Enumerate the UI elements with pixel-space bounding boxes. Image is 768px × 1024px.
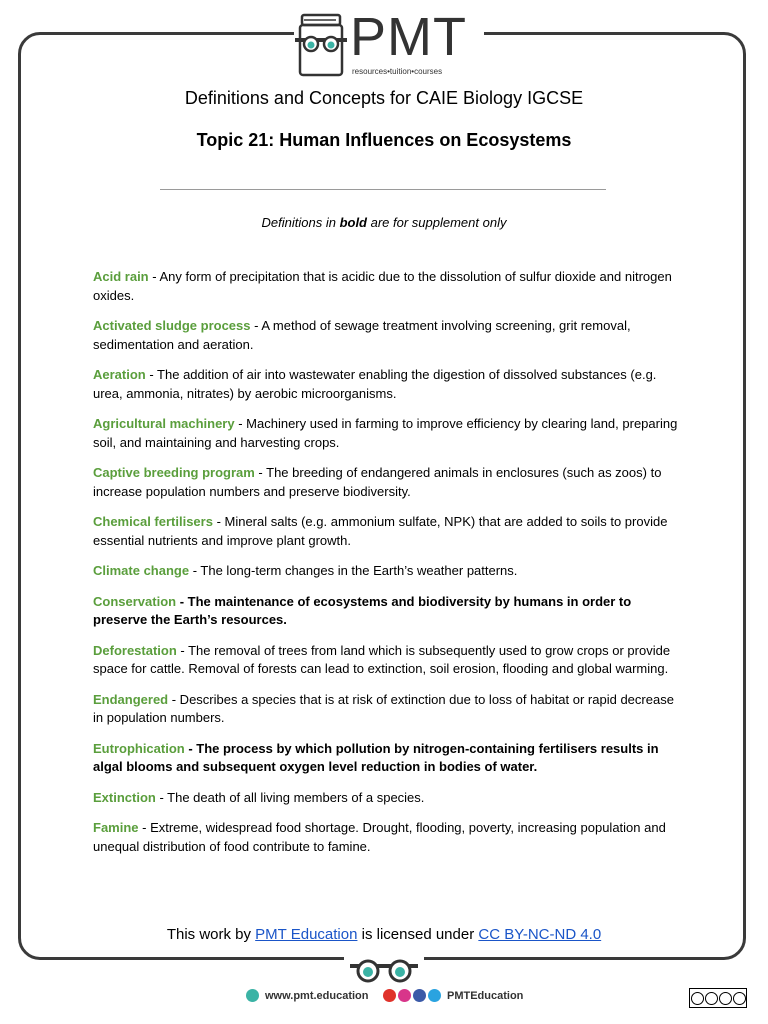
definition-term: Eutrophication (93, 740, 185, 756)
cc-license-badge (689, 988, 747, 1008)
book-glasses-icon (294, 12, 350, 78)
by-icon (705, 992, 718, 1005)
definition-text: - Machinery used in farming to improve efficiency by clearing land, preparing soil, and maintaining and harvesting crops. (93, 416, 678, 450)
definition-text: - Extreme, widespread food shortage. Drought, flooding, poverty, increasing population and unequal distribution of food contribute to famine. (93, 820, 666, 854)
definition-item-supplement (93, 740, 683, 777)
topic-title: Topic 21: Human Influences on Ecosystems (196, 130, 572, 150)
definition-item (93, 789, 683, 808)
definition-term: Extinction (93, 789, 156, 805)
license-link[interactable]: CC BY-NC-ND 4.0 (478, 926, 602, 943)
license-prefix: This work by (166, 926, 256, 943)
definition-text: - The addition of air into wastewater enabling the digestion of dissolved substances (e.g. urea, ammonia, nitrates) by aerobic microorganisms. (93, 367, 657, 401)
facebook-icon[interactable] (413, 989, 426, 1002)
definition-text: - The breeding of endangered animals in enclosures (such as zoos) to increase population numbers and preserve biodiversity. (93, 465, 662, 499)
definition-item (93, 562, 683, 581)
instagram-icon[interactable] (398, 989, 411, 1002)
definition-text: - Any form of precipitation that is acidic due to the dissolution of sulfur dioxide and nitrogen oxides. (93, 269, 672, 303)
youtube-icon[interactable] (383, 989, 396, 1002)
definition-item (93, 819, 683, 856)
definition-text: - A method of sewage treatment involving screening, grit removal, sedimentation and aeration. (93, 318, 631, 352)
license-middle: is licensed under (357, 926, 479, 943)
nc-icon (719, 992, 732, 1005)
note-bold-word: bold (339, 215, 367, 230)
definition-term: Chemical fertilisers (93, 514, 213, 529)
definition-text: - Describes a species that is at risk of extinction due to loss of habitat or rapid decrease in population numbers. (93, 691, 674, 725)
definition-term: Agricultural machinery (93, 416, 235, 431)
definition-term: Aeration (93, 367, 146, 382)
definition-text: - The maintenance of ecosystems and biodiversity by humans in order to preserve the Earth’s resources. (93, 593, 632, 627)
footer-social[interactable] (383, 989, 523, 1002)
definition-text: - The process by which pollution by nitrogen-containing fertilisers results in algal blooms and subsequent oxygen level reduction in bodies of water. (93, 740, 659, 774)
definition-term: Acid rain (93, 269, 149, 284)
definition-term: Deforestation (93, 642, 177, 658)
glasses-icon (344, 955, 424, 985)
definition-item (93, 268, 683, 305)
document-title: Definitions and Concepts for CAIE Biology IGCSE (184, 88, 584, 108)
cursor-icon (246, 989, 259, 1002)
definition-term: Endangered (93, 691, 169, 707)
definition-text: - The death of all living members of a species. (155, 789, 425, 805)
social-handle: PMTEducation (447, 989, 524, 1002)
note-text: Definitions in (261, 215, 340, 230)
supplement-note (0, 215, 768, 230)
logo-brand: PMT (350, 7, 467, 67)
logo-tagline: resources•tuition•courses (352, 67, 443, 76)
definition-item (93, 415, 683, 452)
definition-text: - The removal of trees from land which is subsequently used to grow crops or provide space for cattle. Removal of forests can lead to extinction, soil erosion, flooding and global warming. (93, 642, 671, 676)
pmt-logo (294, 7, 484, 80)
website-text: www.pmt.education (265, 989, 369, 1002)
footer-website[interactable] (246, 989, 369, 1002)
definition-item (93, 366, 683, 403)
definition-item (93, 642, 683, 679)
definition-term: Conservation (93, 593, 177, 609)
definition-item (93, 513, 683, 550)
note-text-end: are for supplement only (367, 215, 507, 230)
definition-term: Climate change (93, 563, 190, 578)
divider (160, 189, 606, 190)
definition-item (93, 317, 683, 354)
cc-icon (691, 992, 704, 1005)
definition-item (93, 464, 683, 501)
twitter-icon[interactable] (428, 989, 441, 1002)
definition-item-supplement (93, 593, 683, 630)
definition-term: Captive breeding program (93, 465, 255, 480)
definition-text: - The long-term changes in the Earth’s weather patterns. (189, 563, 518, 578)
definitions-list (93, 268, 683, 868)
definition-term: Famine (93, 820, 139, 835)
definition-item (93, 691, 683, 728)
pmt-education-link[interactable]: PMT Education (255, 926, 358, 943)
definition-term: Activated sludge process (93, 318, 251, 333)
nd-icon (733, 992, 746, 1005)
definition-text: - Mineral salts (e.g. ammonium sulfate, NPK) that are added to soils to provide essential nutrients and improve plant growth. (93, 514, 668, 548)
license-line (0, 926, 768, 943)
